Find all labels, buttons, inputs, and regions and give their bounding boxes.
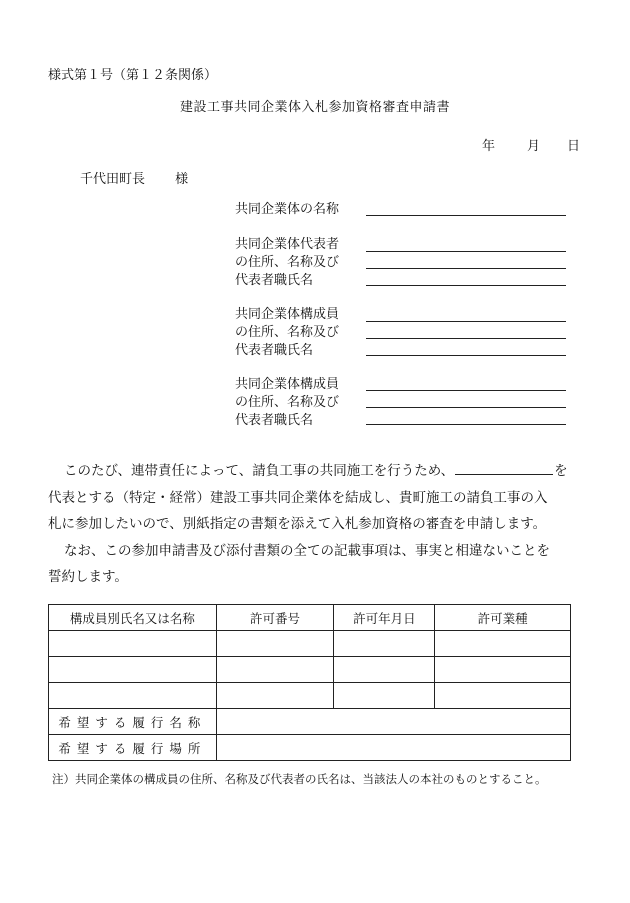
member1-label-line3: 代表者職氏名 xyxy=(235,343,314,358)
permit-date-cell[interactable] xyxy=(334,631,435,657)
member2-label-line3: 代表者職氏名 xyxy=(235,413,314,428)
permit-number-cell[interactable] xyxy=(216,657,334,683)
member1-label-line2: の住所、名称及び xyxy=(235,325,340,340)
header-member-name: 構成員別氏名又は名称 xyxy=(49,605,217,631)
representative-field-line2[interactable] xyxy=(366,268,566,269)
representative-label-line3: 代表者職氏名 xyxy=(235,273,314,288)
member-name-cell[interactable] xyxy=(49,683,217,709)
addressee xyxy=(80,168,188,187)
date-year-label: 年 xyxy=(482,139,496,154)
addressee-name: 千代田町長 xyxy=(80,172,146,187)
member2-field-line1[interactable] xyxy=(366,390,566,391)
permit-type-cell[interactable] xyxy=(435,683,571,709)
member1-field-line1[interactable] xyxy=(366,321,566,322)
wish-place-label: 希望する履行場所 xyxy=(49,735,217,761)
wish-place-cell[interactable] xyxy=(216,735,570,761)
permit-number-cell[interactable] xyxy=(216,683,334,709)
body-line-3: 札に参加したいので、別紙指定の書類を添えて入札参加資格の審査を申請します。 xyxy=(48,516,547,532)
table-row xyxy=(49,683,571,709)
body-line-4: なお、この参加申請書及び添付書類の全ての記載事項は、事実と相違ないことを xyxy=(64,542,550,559)
body-line-2: 代表とする（特定・経常）建設工事共同企業体を結成し、貴町施工の請負工事の入 xyxy=(48,489,548,506)
member2-label-line2: の住所、名称及び xyxy=(235,395,340,410)
member1-label-line1: 共同企業体構成員 xyxy=(235,307,340,322)
body-line-1a: このたび、連帯責任によって、請負工事の共同施工を行うため、 xyxy=(64,463,455,479)
member2-label-line1: 共同企業体構成員 xyxy=(235,377,340,392)
wish-place-row xyxy=(49,735,571,761)
form-number: 様式第１号（第１２条関係） xyxy=(48,68,218,83)
representative-label-line1: 共同企業体代表者 xyxy=(235,237,340,252)
body-line-1 xyxy=(48,458,582,485)
representative-company-blank[interactable] xyxy=(455,460,553,475)
addressee-honorific: 様 xyxy=(175,172,189,187)
permit-type-cell[interactable] xyxy=(435,657,571,683)
body-line-5: 誓約します。 xyxy=(48,569,128,585)
wish-name-cell[interactable] xyxy=(216,709,570,735)
jv-name-field[interactable] xyxy=(366,215,566,216)
member2-field-line3[interactable] xyxy=(366,424,566,425)
member2-field-line2[interactable] xyxy=(366,407,566,408)
body-line-1b: を xyxy=(554,463,568,479)
date-day-label: 日 xyxy=(567,139,581,154)
wish-name-label: 希望する履行名称 xyxy=(49,709,217,735)
permit-type-cell[interactable] xyxy=(435,631,571,657)
permit-date-cell[interactable] xyxy=(334,683,435,709)
date-month-label: 月 xyxy=(527,139,541,154)
member-table xyxy=(48,604,571,761)
footnote: 注）共同企業体の構成員の住所、名称及び代表者の氏名は、当該法人の本社のものとすること。 xyxy=(52,772,547,786)
header-permit-number: 許可番号 xyxy=(216,605,334,631)
member1-field-line3[interactable] xyxy=(366,355,566,356)
declaration-body xyxy=(48,458,582,591)
permit-number-cell[interactable] xyxy=(216,631,334,657)
jv-name-label: 共同企業体の名称 xyxy=(235,202,340,217)
table-header-row xyxy=(49,605,571,631)
document-title: 建設工事共同企業体入札参加資格審査申請書 xyxy=(179,100,450,115)
member-name-cell[interactable] xyxy=(49,657,217,683)
representative-label-line2: の住所、名称及び xyxy=(235,255,340,270)
permit-date-cell[interactable] xyxy=(334,657,435,683)
member-name-cell[interactable] xyxy=(49,631,217,657)
header-permit-type: 許可業種 xyxy=(435,605,571,631)
member1-field-line2[interactable] xyxy=(366,338,566,339)
representative-field-line1[interactable] xyxy=(366,251,566,252)
header-permit-date: 許可年月日 xyxy=(334,605,435,631)
table-row xyxy=(49,631,571,657)
wish-name-row xyxy=(49,709,571,735)
table-row xyxy=(49,657,571,683)
representative-field-line3[interactable] xyxy=(366,285,566,286)
